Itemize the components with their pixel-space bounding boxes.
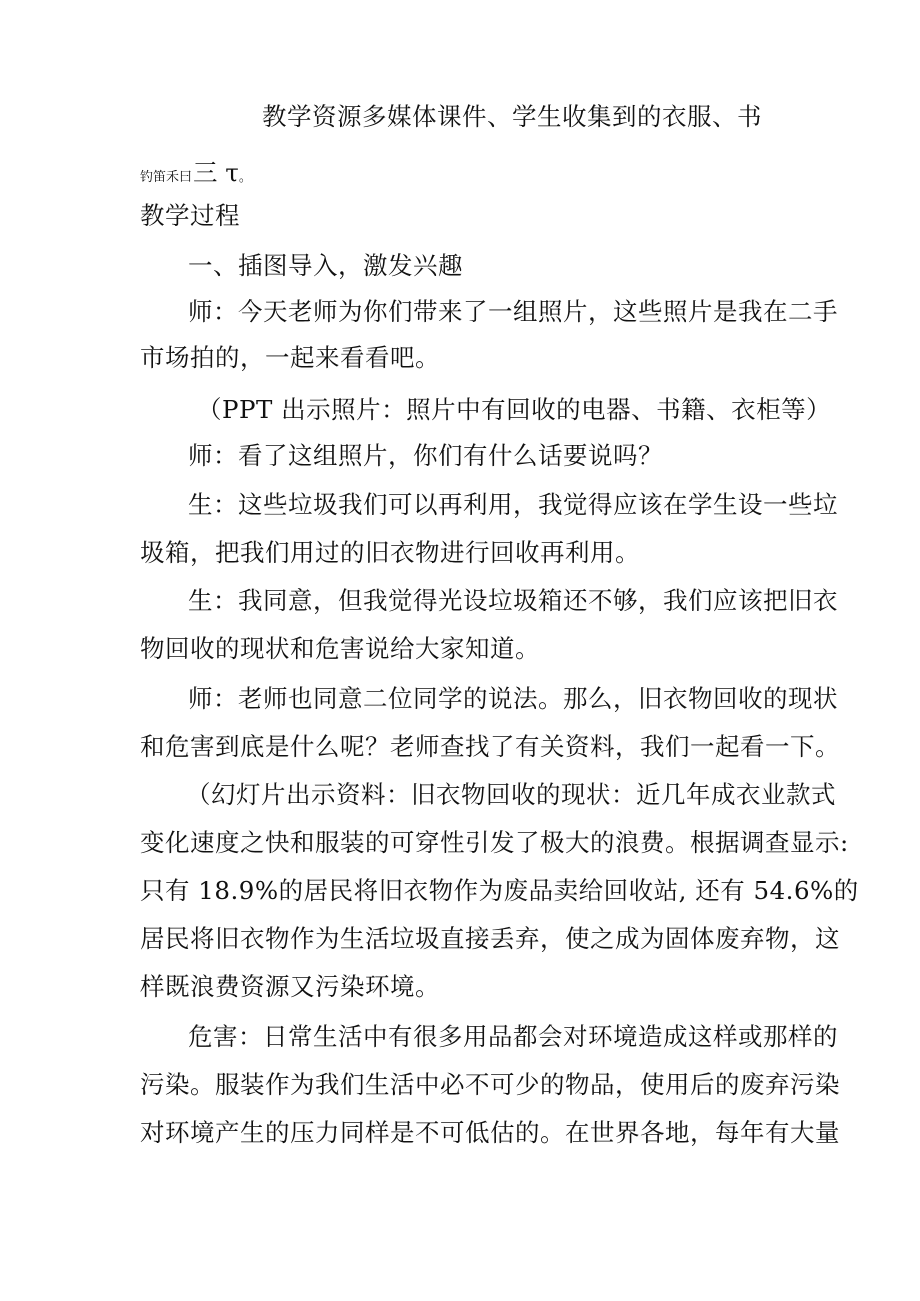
paragraph-line: 和危害到底是什么呢？老师查找了有关资料，我们一起看一下。 xyxy=(140,732,840,761)
section-heading: 教学过程 xyxy=(140,201,240,230)
paragraph-line: 样既浪费资源又污染环境。 xyxy=(140,972,440,1001)
garbled-small-text: 钓笛禾曰 xyxy=(140,170,193,185)
paragraph-line: 只有 18.9%的居民将旧衣物作为废品卖给回收站, 还有 54.6%的 xyxy=(140,876,859,905)
paragraph-line: （幻灯片出示资料：旧衣物回收的现状：近几年成衣业款式 xyxy=(186,780,836,809)
paragraph-line: 师：老师也同意二位同学的说法。那么，旧衣物回收的现状 xyxy=(188,684,838,713)
paragraph-line: 圾箱，把我们用过的旧衣物进行回收再利用。 xyxy=(140,538,640,567)
garbled-tail: 。 xyxy=(238,170,252,185)
paragraph-line: 物回收的现状和危害说给大家知道。 xyxy=(140,634,540,663)
teaching-resources-line: 教学资源多媒体课件、学生收集到的衣服、书 xyxy=(262,102,762,131)
paragraph-line: 师：看了这组照片，你们有什么话要说吗？ xyxy=(188,441,663,470)
paragraph-line: （PPT 出示照片：照片中有回收的电器、书籍、衣柜等） xyxy=(197,395,832,424)
part-one-heading: 一、插图导入，激发兴趣 xyxy=(188,251,463,280)
paragraph-line: 污染。服装作为我们生活中必不可少的物品，使用后的废弃污染 xyxy=(140,1070,840,1099)
paragraph-line: 生：这些垃圾我们可以再利用，我觉得应该在学生设一些垃 xyxy=(188,490,838,519)
paragraph-line: 对环境产生的压力同样是不可低估的。在世界各地，每年有大量 xyxy=(140,1118,840,1147)
paragraph-line: 生：我同意，但我觉得光设垃圾箱还不够，我们应该把旧衣 xyxy=(188,586,838,615)
paragraph-line: 变化速度之快和服装的可穿性引发了极大的浪费。根据调查显示: xyxy=(140,828,849,857)
garbled-large-text: 三 τ xyxy=(193,158,239,187)
paragraph-line: 居民将旧衣物作为生活垃圾直接丢弃，使之成为固体废弃物，这 xyxy=(140,924,840,953)
paragraph-line: 师：今天老师为你们带来了一组照片，这些照片是我在二手 xyxy=(188,297,838,326)
garbled-text-line xyxy=(140,158,252,193)
paragraph-line: 危害：日常生活中有很多用品都会对环境造成这样或那样的 xyxy=(188,1022,838,1051)
paragraph-line: 市场拍的，一起来看看吧。 xyxy=(140,343,440,372)
